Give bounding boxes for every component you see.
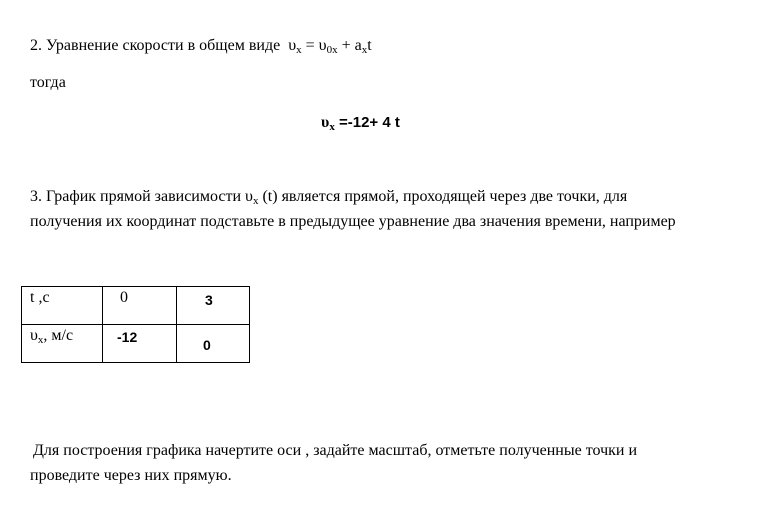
- table-cell-velocity-label: [22, 325, 103, 363]
- specific-velocity-formula: [321, 113, 400, 137]
- time-value-2: 3: [205, 292, 213, 308]
- table-cell-velocity-1: [103, 325, 177, 363]
- final-line1: Для построения графика начертите оси , задайте масштаб, отметьте полученные точки и: [33, 442, 638, 459]
- velocity-label-symbol: υ: [30, 327, 38, 344]
- velocity-value-1: -12: [117, 329, 138, 345]
- formula-equals: =: [301, 37, 319, 54]
- table-cell-time-2: [177, 287, 250, 325]
- section3-line1-end: (t) является прямой, проходящей через две точки, для: [258, 188, 628, 205]
- formula-plus: +: [337, 37, 355, 54]
- table-row-time: [22, 287, 250, 325]
- general-velocity-formula: [288, 37, 371, 54]
- time-label: t ,c: [30, 289, 50, 306]
- table-cell-velocity-2: [177, 325, 250, 363]
- time-velocity-table: [21, 286, 250, 363]
- formula-a-symbol: a: [354, 37, 362, 54]
- specific-v-subscript: x: [329, 121, 335, 133]
- specific-v-symbol: υ: [321, 114, 330, 131]
- formula-a-subscript: x: [361, 44, 368, 56]
- formula-v0-symbol: υ: [318, 37, 327, 54]
- formula-t: t: [367, 37, 372, 54]
- section2-heading: [30, 36, 372, 60]
- table-cell-time-1: [103, 287, 177, 325]
- formula-v-symbol: υ: [288, 37, 297, 54]
- velocity-label: [30, 327, 73, 346]
- velocity-value-2: 0: [203, 337, 211, 353]
- velocity-label-subscript: x: [37, 334, 44, 346]
- section3-line1: [30, 187, 627, 211]
- formula-v-subscript: x: [296, 44, 302, 56]
- section3-line1-subscript: x: [252, 195, 259, 207]
- final-line2: проведите через них прямую.: [30, 467, 232, 484]
- specific-rhs: -12+ 4 t: [347, 114, 400, 131]
- section2-heading-text: 2. Уравнение скорости в общем виде: [30, 37, 281, 54]
- then-word: тогда: [30, 74, 66, 91]
- section3-line2: получения их координат подставьте в предыдущее уравнение два значения времени, например: [30, 213, 676, 230]
- table-row-velocity: [22, 325, 250, 363]
- specific-equals: =: [334, 114, 348, 131]
- section3-line1-start: 3. График прямой зависимости υ: [30, 188, 253, 205]
- formula-v0-subscript: 0x: [326, 44, 338, 56]
- table-cell-time-label: [22, 287, 103, 325]
- time-value-1: 0: [120, 289, 128, 306]
- velocity-label-unit: , м/с: [43, 327, 74, 344]
